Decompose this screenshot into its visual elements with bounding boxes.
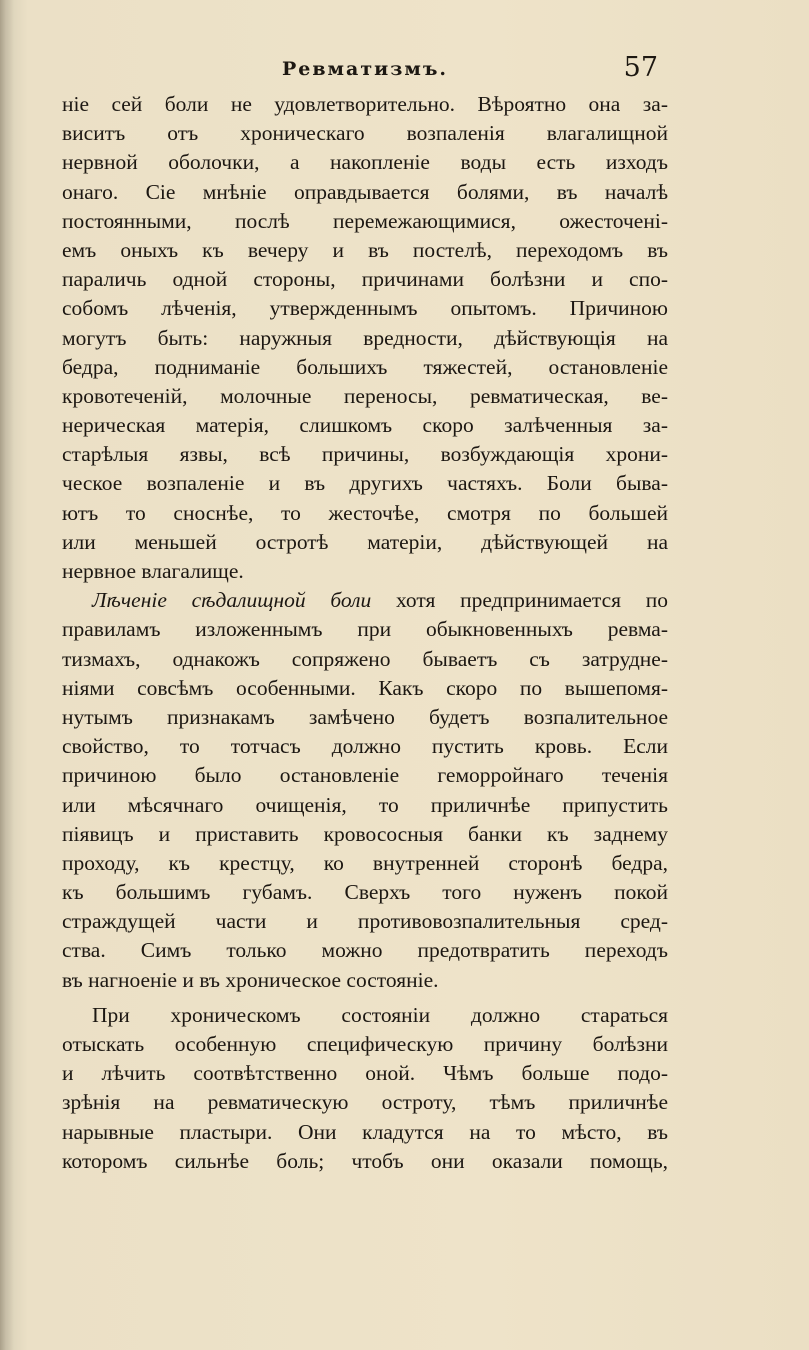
text-line: нервное влагалище.	[62, 559, 244, 583]
chapter-title: Ревматизмъ.	[281, 58, 449, 80]
text-line: причиною было остановленіе геморройнаго теченія	[62, 763, 668, 788]
text-line: свойство, то тотчасъ должно пустить кровь. Если	[62, 734, 668, 759]
paragraph-first-line: При хроническомъ состояніи должно стараться	[92, 1002, 668, 1027]
text-line: правиламъ изложеннымъ при обыкновенныхъ ревма-	[62, 617, 668, 642]
page-number: 57	[623, 52, 658, 83]
page-spine-shadow	[0, 0, 14, 1350]
italic-lead-phrase: Лѣченіе сѣдалищной боли	[92, 588, 372, 613]
body-text	[62, 90, 668, 1176]
text-line: къ большимъ губамъ. Сверхъ того нуженъ покой	[62, 880, 668, 905]
text-line: кровотеченій, молочные переносы, ревматическая, ве-	[62, 383, 668, 408]
text-line: ніе сей боли не удовлетворительно. Вѣроятно она за-	[62, 92, 668, 116]
text-line: зрѣнія на ревматическую остроту, тѣмъ приличнѣе	[62, 1090, 668, 1115]
text-line: и лѣчить соотвѣтственно оной. Чѣмъ больше подо-	[62, 1061, 668, 1086]
text-line: проходу, къ крестцу, ко внутренней сторонѣ бедра,	[62, 850, 668, 875]
text-line: или мѣсячнаго очищенія, то приличнѣе припустить	[62, 792, 668, 817]
text-line: нутымъ признакамъ замѣчено будетъ возпалительное	[62, 704, 668, 729]
text-line: ства. Симъ только можно предотвратить переходъ	[62, 938, 668, 963]
text-line: могутъ быть: наружныя вредности, дѣйствующія на	[62, 325, 668, 350]
running-head	[60, 52, 670, 88]
text-line: ютъ то сноснѣе, то жесточѣе, смотря по большей	[62, 500, 668, 525]
text-line: виситъ отъ хроническаго возпаленія влагалищной	[62, 121, 668, 146]
text-line: онаго. Сіе мнѣніе оправдывается болями, въ началѣ	[62, 179, 668, 204]
text-line: ческое возпаленіе и въ другихъ частяхъ. Боли быва-	[62, 471, 668, 496]
text-line: тизмахъ, однакожъ сопряжено бываетъ съ затрудне-	[62, 646, 668, 671]
text-line: отыскать особенную специфическую причину болѣзни	[62, 1032, 668, 1056]
text-line: въ нагноеніе и въ хроническое состояніе.	[62, 967, 439, 992]
text-line: бедра, подниманіе большихъ тяжестей, остановленіе	[62, 354, 668, 379]
text-line: нарывные пластыри. Они кладутся на то мѣсто, въ	[62, 1119, 668, 1144]
text-line: страждущей части и противовозпалительныя сред-	[62, 909, 668, 934]
text-line: емъ оныхъ къ вечеру и въ постелѣ, переходомъ въ	[62, 237, 668, 262]
paragraph-first-line	[62, 586, 668, 615]
text-line: постоянными, послѣ перемежающимися, ожесточені-	[62, 208, 668, 233]
text-line: нервной оболочки, а накопленіе воды есть изходъ	[62, 150, 668, 175]
text-line: или меньшей остротѣ матеріи, дѣйствующей на	[62, 529, 668, 554]
line-continuation: хотя предпринимается по	[371, 588, 668, 613]
text-line: нерическая матерія, слишкомъ скоро залѣченныя за-	[62, 413, 668, 438]
text-line: ніями совсѣмъ особенными. Какъ скоро по вышепомя-	[62, 675, 668, 700]
text-line: старѣлыя язвы, всѣ причины, возбуждающія хрони-	[62, 442, 668, 467]
text-line: собомъ лѣченія, утвержденнымъ опытомъ. Причиною	[62, 296, 668, 321]
text-line: піявицъ и приставить кровососныя банки къ заднему	[62, 821, 668, 846]
text-line: параличь одной стороны, причинами болѣзни и спо-	[62, 267, 668, 292]
text-line: которомъ сильнѣе боль; чтобъ они оказали помощь,	[62, 1148, 668, 1173]
